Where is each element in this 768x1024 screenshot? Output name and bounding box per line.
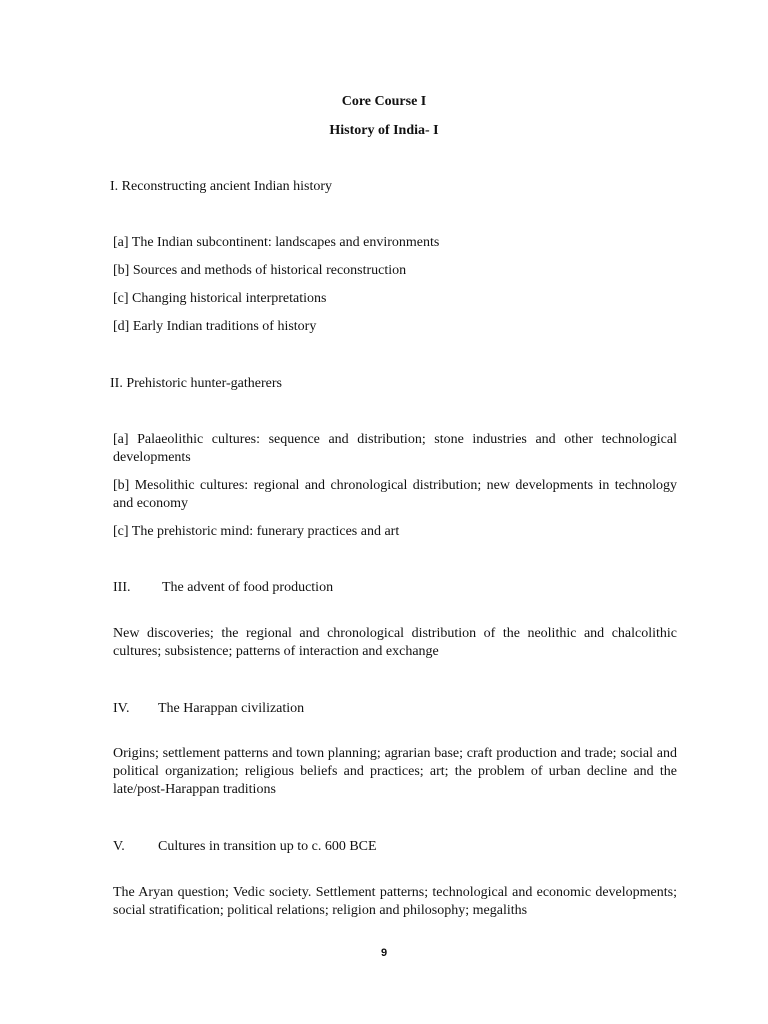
section-3-body: New discoveries; the regional and chronological distribution of the neolithic and chalcolithic cultures; subsistence; patterns of interaction and exchange — [113, 626, 677, 659]
section-4-numeral: IV. — [113, 701, 130, 716]
section-4-body: Origins; settlement patterns and town planning; agrarian base; craft production and trade; social and political organization; religious beliefs and practices; art; the problem of urban decline and the late/post-Harappan traditions — [113, 746, 677, 797]
section-1-heading: I. Reconstructing ancient Indian history — [110, 179, 332, 194]
section-2-item-b: [b] Mesolithic cultures: regional and chronological distribution; new developments in technology and economy — [113, 478, 677, 511]
course-subtitle: History of India- I — [329, 123, 439, 138]
section-5-body: The Aryan question; Vedic society. Settlement patterns; technological and economic developments; social stratification; political relations; religion and philosophy; megaliths — [113, 885, 677, 918]
section-2-heading: II. Prehistoric hunter-gatherers — [110, 376, 282, 391]
section-2-item-a: [a] Palaeolithic cultures: sequence and distribution; stone industries and other technological developments — [113, 432, 677, 465]
section-1-item-a: [a] The Indian subcontinent: landscapes and environments — [113, 235, 440, 250]
section-3-heading: The advent of food production — [162, 580, 334, 595]
section-1-item-d: [d] Early Indian traditions of history — [113, 319, 317, 334]
course-title: Core Course I — [341, 94, 427, 109]
section-5-numeral: V. — [113, 839, 125, 854]
section-4-heading: The Harappan civilization — [158, 701, 305, 716]
section-1-item-c: [c] Changing historical interpretations — [113, 291, 327, 306]
section-1-item-b: [b] Sources and methods of historical reconstruction — [113, 263, 407, 278]
section-5-heading: Cultures in transition up to c. 600 BCE — [158, 839, 377, 854]
section-2-item-c: [c] The prehistoric mind: funerary practices and art — [113, 524, 400, 539]
page-number: 9 — [380, 947, 388, 959]
section-3-numeral: III. — [113, 580, 131, 595]
